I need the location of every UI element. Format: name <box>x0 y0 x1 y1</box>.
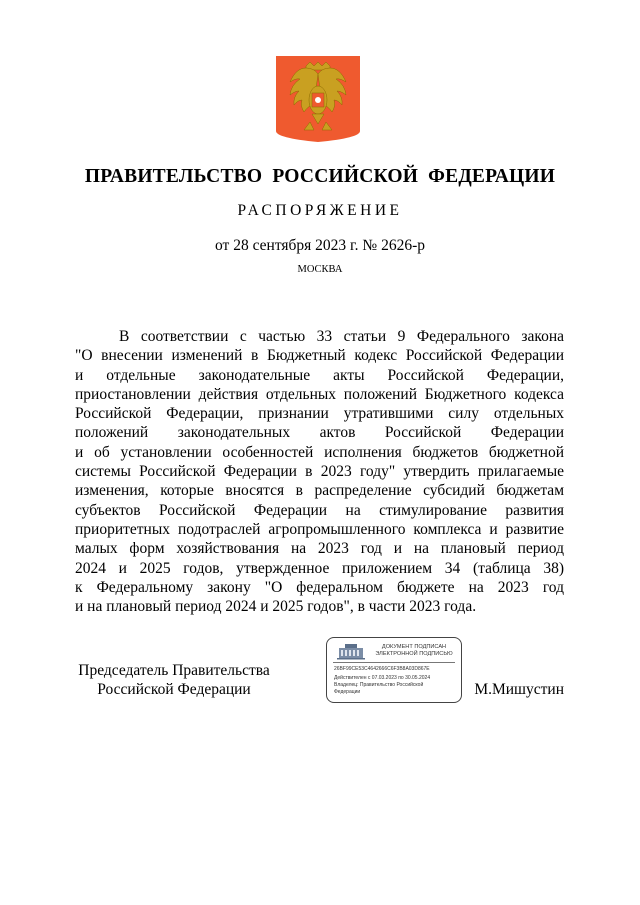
body-line: и об установлении особенностей исполнения бюджетов бюджетной <box>75 443 564 461</box>
certificate-owner-line1: Владелец: Правительство Российской <box>334 682 424 688</box>
body-line: субъектов Российской Федерации на стимулирование развития <box>75 501 564 519</box>
certificate-owner-line2: Федерации <box>334 689 361 695</box>
body-line: 2024 и 2025 годов, утвержденное приложением 34 (таблица 38) <box>75 559 564 577</box>
body-line: В соответствии с частью 33 статьи 9 Федерального закона <box>119 328 564 345</box>
body-line: к Федеральному закону "О федеральном бюджете на 2023 год <box>75 578 564 596</box>
page-title: ПРАВИТЕЛЬСТВО РОССИЙСКОЙ ФЕДЕРАЦИИ <box>84 166 556 187</box>
coat-of-arms-emblem <box>276 56 360 142</box>
document-date-number: от 28 сентября 2023 г. № 2626-р <box>215 237 425 254</box>
signatory-position <box>76 661 272 699</box>
stamp-divider <box>333 662 455 663</box>
document-body <box>75 327 564 616</box>
government-building-icon <box>335 642 367 660</box>
document-city: МОСКВА <box>297 264 343 275</box>
body-line: системы Российской Федерации в 2023 году" утвердить прилагаемые <box>75 463 564 481</box>
body-line: и отдельные законодательные акты Российской Федерации, <box>75 366 564 384</box>
certificate-number: 26BF99CE53C4642666C6F3B8A03D867E <box>334 666 430 672</box>
body-line: Российской Федерации, признании утратившими силу отдельных <box>75 405 564 423</box>
electronic-signature-stamp <box>326 637 462 703</box>
body-line: малых форм хозяйствования на 2023 год и на плановый период <box>75 540 564 558</box>
stamp-header-line1: ДОКУМЕНТ ПОДПИСАН <box>381 644 447 650</box>
body-line: приоритетных подотраслей агропромышленного комплекса и развитие <box>75 520 564 538</box>
document-type: РАСПОРЯЖЕНИЕ <box>237 202 403 219</box>
body-line: и на плановый период 2024 и 2025 годов", в части 2023 года. <box>75 598 477 616</box>
body-line: изменения, которые вносятся в распределение субсидий бюджетам <box>75 482 564 500</box>
signer-name: М.Мишустин <box>474 681 564 698</box>
certificate-validity: Действителен с 07.03.2023 по 30.05.2024 <box>334 675 431 681</box>
signatory-position-line1: Председатель Правительства <box>78 662 270 679</box>
body-line: положений законодательных актов Российской Федерации <box>75 424 564 442</box>
signatory-position-line2: Российской Федерации <box>97 681 251 698</box>
body-line: "О внесении изменений в Бюджетный кодекс Российской Федерации <box>75 347 564 365</box>
stamp-header <box>371 644 457 658</box>
stamp-header-line2: ЭЛЕКТРОННОЙ ПОДПИСЬЮ <box>375 651 453 657</box>
body-line: приостановлении действия отдельных положений Бюджетного кодекса <box>75 385 564 403</box>
